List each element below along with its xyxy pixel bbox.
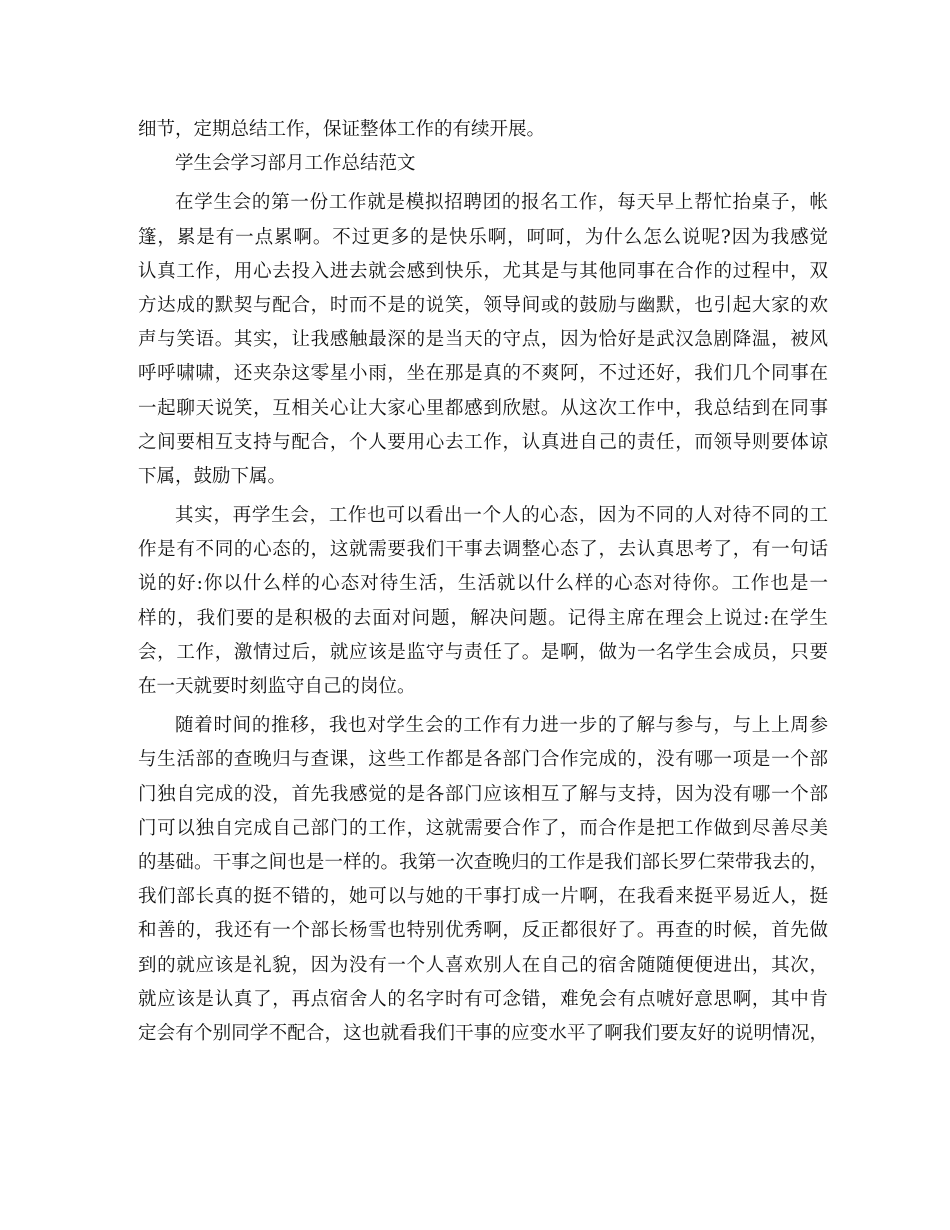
text-line-content: 的基础。干事之间也是一样的。我第一次查晚归的工作是我们部长罗仁荣带我去的， [138,851,828,873]
text-line-content: 我们部长真的挺不错的，她可以与她的干事打成一片啊，在我看来挺平易近人，挺 [138,886,828,908]
text-line [138,357,828,391]
text-line [138,670,828,704]
section-heading [138,147,828,181]
text-line [138,709,828,743]
text-line-content: 在学生会的第一份工作就是模拟招聘团的报名工作，每天早上帮忙抬桌子，帐 [175,192,828,214]
text-line [138,460,828,494]
text-line-content: 定会有个别同学不配合，这也就看我们干事的应变水平了啊我们要友好的说明情况， [138,1022,828,1044]
text-line-content: 方达成的默契与配合，时而不是的说笑，领导间或的鼓励与幽默，也引起大家的欢 [138,294,828,316]
text-line [138,186,828,220]
text-line [138,392,828,426]
text-line-content: 其实，再学生会，工作也可以看出一个人的心态，因为不同的人对待不同的工 [175,505,828,527]
text-line-content: 在一天就要时刻监守自己的岗位。 [138,676,416,697]
text-line-content: 样的，我们要的是积极的去面对问题，解决问题。记得主席在理会上说过:在学生 [138,607,828,629]
text-line-content: 呼呼啸啸，还夹杂这零星小雨，坐在那是真的不爽阿，不过还好，我们几个同事在 [138,363,828,385]
text-line [138,949,828,983]
text-line [138,914,828,948]
text-line-content: 之间要相互支持与配合，个人要用心去工作，认真进自己的责任，而领导则要体谅 [138,431,828,453]
text-line-content: 和善的，我还有一个部长杨雪也特别优秀啊，反正都很好了。再查的时候，首先做 [138,920,828,942]
text-line [138,533,828,567]
text-line [138,812,828,846]
text-line [138,846,828,880]
text-line-content: 就应该是认真了，再点宿舍人的名字时有可念错，难免会有点唬好意思啊，其中肯 [138,988,828,1010]
text-line [138,113,828,147]
text-line [138,636,828,670]
text-line-content: 学生会学习部月工作总结范文 [175,153,416,175]
text-line [138,778,828,812]
text-line-content: 门独自完成的没，首先我感觉的是各部门应该相互了解与支持，因为没有哪一个部 [138,783,828,805]
text-line [138,221,828,255]
text-line [138,602,828,636]
text-line [138,289,828,323]
text-line-content: 到的就应该是礼貌，因为没有一个人喜欢别人在自己的宿舍随随便便进出，其次， [138,954,828,976]
text-line [138,323,828,357]
text-line-content: 作是有不同的心态的，这就需要我们干事去调整心态了，去认真思考了，有一句话 [138,539,828,561]
text-line [138,743,828,777]
text-line [138,567,828,601]
text-line [138,880,828,914]
text-line [138,499,828,533]
text-line [138,1017,828,1051]
text-line-content: 一起聊天说笑，互相关心让大家心里都感到欣慰。从这次工作中，我总结到在同事 [138,397,828,419]
text-line-content: 篷，累是有一点累啊。不过更多的是快乐啊，呵呵，为什么怎么说呢?因为我感觉 [138,226,828,248]
text-line [138,426,828,460]
text-line-content: 会，工作，激情过后，就应该是监守与责任了。是啊，做为一名学生会成员，只要 [138,641,828,663]
text-line-content: 门可以独自完成自己部门的工作，这就需要合作了，而合作是把工作做到尽善尽美 [138,817,828,839]
text-line-content: 随着时间的推移，我也对学生会的工作有力进一步的了解与参与，与上上周参 [175,715,828,737]
text-line [138,255,828,289]
text-line-content: 下属，鼓励下属。 [138,465,287,487]
text-line-content: 声与笑语。其实，让我感触最深的是当天的守点，因为恰好是武汉急剧降温，被风 [138,329,828,351]
text-line-content: 说的好:你以什么样的心态对待生活，生活就以什么样的心态对待你。工作也是一 [138,573,828,595]
text-line-content: 与生活部的查晚归与查课，这些工作都是各部门合作完成的，没有哪一项是一个部 [138,749,828,771]
text-line-content: 细节，定期总结工作，保证整体工作的有续开展。 [138,119,546,140]
document-body [138,113,828,1051]
text-line [138,983,828,1017]
text-line-content: 认真工作，用心去投入进去就会感到快乐，尤其是与其他同事在合作的过程中，双 [138,260,828,282]
